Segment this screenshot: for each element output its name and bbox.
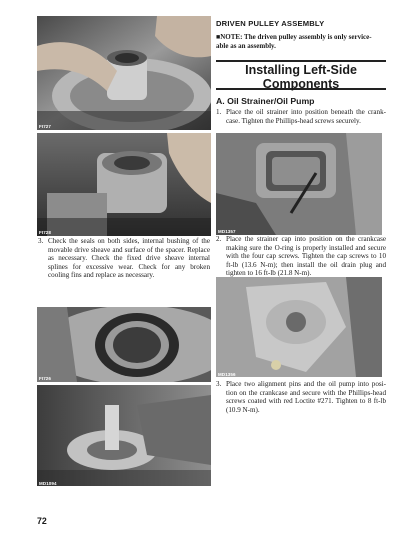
right-step-2-text: Place the strainer cap into position on the crankcase making sure the O-ring is properly installed and secure with the four cap screws. Tighten the cap screws to 10 ft-lb (13.6 N-m); then install the oil drain plug and tighten to 16 ft-lb (21.8 N-m). (226, 235, 386, 278)
left-step-3-number: 3. (38, 237, 44, 245)
right-step-3-text: Place two alignment pins and the oil pump into posi-tion on the crankcase and secure with the Phillips-head screws coated with red Loctite #271. Tighten to 8 ft-lb (10.9 N-m). (226, 380, 386, 414)
left-step-3-text: Check the seals on both sides, internal bushing of the movable drive sheave and surface of the spacer. Replace as necessary. Check the fixed drive sheave internal splines for excessive wear. Check for any broken cooling fins and replace as necessary. (48, 237, 210, 280)
figure-label-fig1: FI727 (39, 124, 52, 129)
figure-label-fig4: MD1094 (39, 481, 57, 486)
page-number: 72 (37, 516, 47, 526)
right-step-1-text: Place the oil strainer into position beneath the crank-case. Tighten the Phillips-head screws securely. (226, 108, 386, 125)
figure-label-fig2: FI728 (39, 230, 52, 235)
title-line-1: Installing Left-Side (245, 63, 357, 77)
note-line-1: ■NOTE: The driven pulley assembly is only service- (216, 33, 372, 41)
right-step-1 (216, 108, 386, 125)
subheading-oil-strainer: A. Oil Strainer/Oil Pump (216, 96, 315, 106)
right-step-2-number: 2. (216, 235, 222, 243)
figure-label-fig5: MD1357 (218, 229, 236, 234)
photo-oil-strainer-crankcase (216, 133, 382, 235)
note-line-2: able as an assembly. (216, 42, 276, 50)
photo-strainer-cap-installed (216, 277, 382, 377)
figure-label-fig3: FI726 (39, 376, 52, 381)
photo-movable-sheave-spacer (37, 16, 211, 130)
title-line-2: Components (262, 76, 340, 91)
right-step-1-number: 1. (216, 108, 222, 116)
right-step-3 (216, 380, 386, 414)
photo-fixed-sheave-splines (37, 385, 211, 486)
right-step-2 (216, 235, 386, 278)
right-step-3-number: 3. (216, 380, 222, 388)
photo-sheave-seals-closeup (37, 133, 211, 236)
photo-drive-sheave-seal (37, 307, 211, 382)
figure-label-fig6: MD1356 (218, 372, 236, 377)
title-box (216, 60, 386, 90)
left-step-3 (38, 237, 210, 280)
section-heading: DRIVEN PULLEY ASSEMBLY (216, 19, 325, 28)
